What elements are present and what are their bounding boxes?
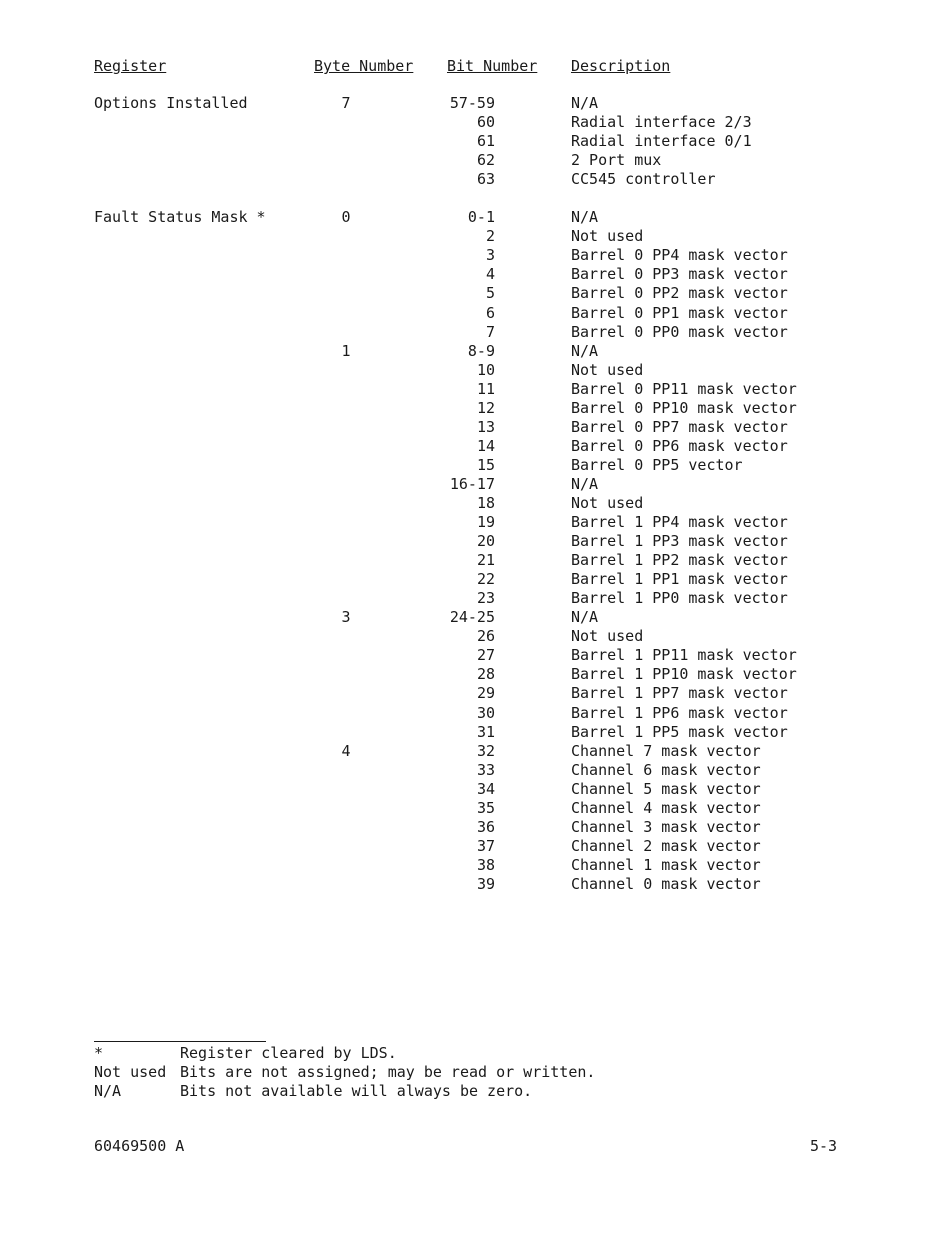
bit-number-cell: 23 — [476, 589, 495, 608]
bit-number-cell: 24-25 — [449, 608, 495, 627]
table-row — [0, 132, 950, 151]
bit-number-cell: 63 — [476, 170, 495, 189]
column-header-register: Register — [94, 57, 167, 75]
description-cell: Barrel 1 PP0 mask vector — [571, 589, 788, 608]
description-cell: CC545 controller — [571, 170, 716, 189]
description-cell: N/A — [571, 341, 599, 360]
page-number: 5-3 — [810, 1137, 838, 1155]
bit-number-cell: 13 — [476, 417, 495, 436]
bit-number-cell: 22 — [476, 570, 495, 589]
table-row — [0, 304, 950, 323]
description-cell: Barrel 0 PP7 mask vector — [571, 417, 788, 436]
description-cell: Barrel 0 PP11 mask vector — [571, 379, 797, 398]
description-cell: Barrel 0 PP5 vector — [571, 455, 743, 474]
description-cell: Barrel 1 PP4 mask vector — [571, 513, 788, 532]
description-cell: N/A — [571, 608, 599, 627]
table-row — [0, 361, 950, 380]
table-row — [0, 113, 950, 132]
table-row — [0, 475, 950, 494]
description-cell: Channel 0 mask vector — [571, 874, 761, 893]
table-row — [0, 761, 950, 780]
description-cell: Barrel 1 PP2 mask vector — [571, 551, 788, 570]
table-row — [0, 551, 950, 570]
register-cell: Fault Status Mask * — [94, 208, 266, 227]
bit-number-cell: 8-9 — [467, 341, 495, 360]
table-row — [0, 704, 950, 723]
column-header-byte-number: Byte Number — [314, 57, 414, 75]
table-row — [0, 780, 950, 799]
table-row — [0, 227, 950, 246]
bit-number-cell: 0-1 — [467, 208, 495, 227]
footnote-divider — [94, 1041, 266, 1042]
table-row — [0, 608, 950, 627]
table-row — [0, 665, 950, 684]
description-cell: Barrel 0 PP1 mask vector — [571, 303, 788, 322]
description-cell: Channel 6 mask vector — [571, 760, 761, 779]
byte-number-cell: 4 — [341, 741, 351, 760]
table-row — [0, 799, 950, 818]
table-row — [0, 437, 950, 456]
table-row — [0, 513, 950, 532]
footnote-key: N/A — [94, 1082, 122, 1100]
description-cell: Not used — [571, 493, 644, 512]
bit-number-cell: 32 — [476, 741, 495, 760]
description-cell: Radial interface 0/1 — [571, 132, 752, 151]
table-row — [0, 494, 950, 513]
bit-number-cell: 21 — [476, 551, 495, 570]
description-cell: Barrel 0 PP3 mask vector — [571, 265, 788, 284]
bit-number-cell: 15 — [476, 455, 495, 474]
bit-number-cell: 36 — [476, 817, 495, 836]
bit-number-cell: 19 — [476, 513, 495, 532]
column-header-bit-number: Bit Number — [447, 57, 538, 75]
bit-number-cell: 12 — [476, 398, 495, 417]
table-row — [0, 875, 950, 894]
footnote-text: Bits not available will always be zero. — [180, 1082, 533, 1100]
byte-number-cell: 3 — [341, 608, 351, 627]
description-cell: Barrel 0 PP4 mask vector — [571, 246, 788, 265]
table-row — [0, 837, 950, 856]
bit-number-cell: 33 — [476, 760, 495, 779]
bit-number-cell: 14 — [476, 436, 495, 455]
table-spacer — [0, 189, 950, 208]
bit-number-cell: 35 — [476, 798, 495, 817]
table-row — [0, 208, 950, 227]
bit-number-cell: 60 — [476, 113, 495, 132]
document-number: 60469500 A — [94, 1137, 185, 1155]
byte-number-cell: 1 — [341, 341, 351, 360]
table-row — [0, 399, 950, 418]
table-row — [0, 646, 950, 665]
description-cell: N/A — [571, 474, 599, 493]
description-cell: N/A — [571, 94, 599, 112]
description-cell: Channel 2 mask vector — [571, 836, 761, 855]
bit-number-cell: 27 — [476, 646, 495, 665]
table-row — [0, 323, 950, 342]
description-cell: Channel 4 mask vector — [571, 798, 761, 817]
table-row — [0, 570, 950, 589]
table-row — [0, 684, 950, 703]
table-row — [0, 856, 950, 875]
table-row — [0, 627, 950, 646]
table-row — [0, 246, 950, 265]
description-cell: Barrel 0 PP10 mask vector — [571, 398, 797, 417]
description-cell: Channel 5 mask vector — [571, 779, 761, 798]
description-cell: Radial interface 2/3 — [571, 113, 752, 132]
bit-number-cell: 30 — [476, 703, 495, 722]
table-row — [0, 532, 950, 551]
description-cell: Barrel 1 PP7 mask vector — [571, 684, 788, 703]
description-cell: Barrel 1 PP11 mask vector — [571, 646, 797, 665]
description-cell: Barrel 1 PP10 mask vector — [571, 665, 797, 684]
footnote-key: * — [94, 1044, 104, 1062]
bit-number-cell: 26 — [476, 627, 495, 646]
bit-number-cell: 6 — [485, 303, 495, 322]
table-row — [0, 151, 950, 170]
bit-number-cell: 7 — [485, 322, 495, 341]
table-row — [0, 418, 950, 437]
column-header-description: Description — [571, 57, 671, 75]
table-row — [0, 818, 950, 837]
description-cell: Barrel 0 PP0 mask vector — [571, 322, 788, 341]
bit-number-cell: 34 — [476, 779, 495, 798]
table-row — [0, 94, 950, 113]
bit-number-cell: 39 — [476, 874, 495, 893]
description-cell: 2 Port mux — [571, 151, 662, 170]
bit-number-cell: 18 — [476, 493, 495, 512]
bit-number-cell: 3 — [485, 246, 495, 265]
table-row — [0, 284, 950, 303]
table-row — [0, 723, 950, 742]
bit-number-cell: 28 — [476, 665, 495, 684]
description-cell: Not used — [571, 627, 644, 646]
table-row — [0, 265, 950, 284]
description-cell: N/A — [571, 208, 599, 227]
description-cell: Channel 3 mask vector — [571, 817, 761, 836]
description-cell: Not used — [571, 227, 644, 246]
bit-number-cell: 10 — [476, 360, 495, 379]
bit-number-cell: 2 — [485, 227, 495, 246]
bit-number-cell: 4 — [485, 265, 495, 284]
description-cell: Channel 1 mask vector — [571, 855, 761, 874]
register-cell: Options Installed — [94, 94, 248, 112]
table-row — [0, 380, 950, 399]
table-row — [0, 456, 950, 475]
byte-number-cell: 0 — [341, 208, 351, 227]
footnote-key: Not used — [94, 1063, 167, 1081]
bit-number-cell: 61 — [476, 132, 495, 151]
table-row — [0, 170, 950, 189]
bit-number-cell: 11 — [476, 379, 495, 398]
bit-number-cell: 38 — [476, 855, 495, 874]
bit-number-cell: 20 — [476, 532, 495, 551]
table-row — [0, 589, 950, 608]
bit-number-cell: 16-17 — [449, 474, 495, 493]
bit-number-cell: 37 — [476, 836, 495, 855]
description-cell: Barrel 1 PP1 mask vector — [571, 570, 788, 589]
footnote-text: Register cleared by LDS. — [180, 1044, 397, 1062]
bit-number-cell: 62 — [476, 151, 495, 170]
table-row — [0, 342, 950, 361]
description-cell: Barrel 1 PP3 mask vector — [571, 532, 788, 551]
byte-number-cell: 7 — [341, 94, 351, 112]
bit-number-cell: 29 — [476, 684, 495, 703]
register-table — [0, 94, 950, 894]
description-cell: Barrel 0 PP2 mask vector — [571, 284, 788, 303]
footnote-text: Bits are not assigned; may be read or written. — [180, 1063, 596, 1081]
table-row — [0, 742, 950, 761]
description-cell: Not used — [571, 360, 644, 379]
description-cell: Channel 7 mask vector — [571, 741, 761, 760]
description-cell: Barrel 1 PP6 mask vector — [571, 703, 788, 722]
bit-number-cell: 5 — [485, 284, 495, 303]
bit-number-cell: 31 — [476, 722, 495, 741]
bit-number-cell: 57-59 — [449, 94, 495, 112]
description-cell: Barrel 1 PP5 mask vector — [571, 722, 788, 741]
description-cell: Barrel 0 PP6 mask vector — [571, 436, 788, 455]
